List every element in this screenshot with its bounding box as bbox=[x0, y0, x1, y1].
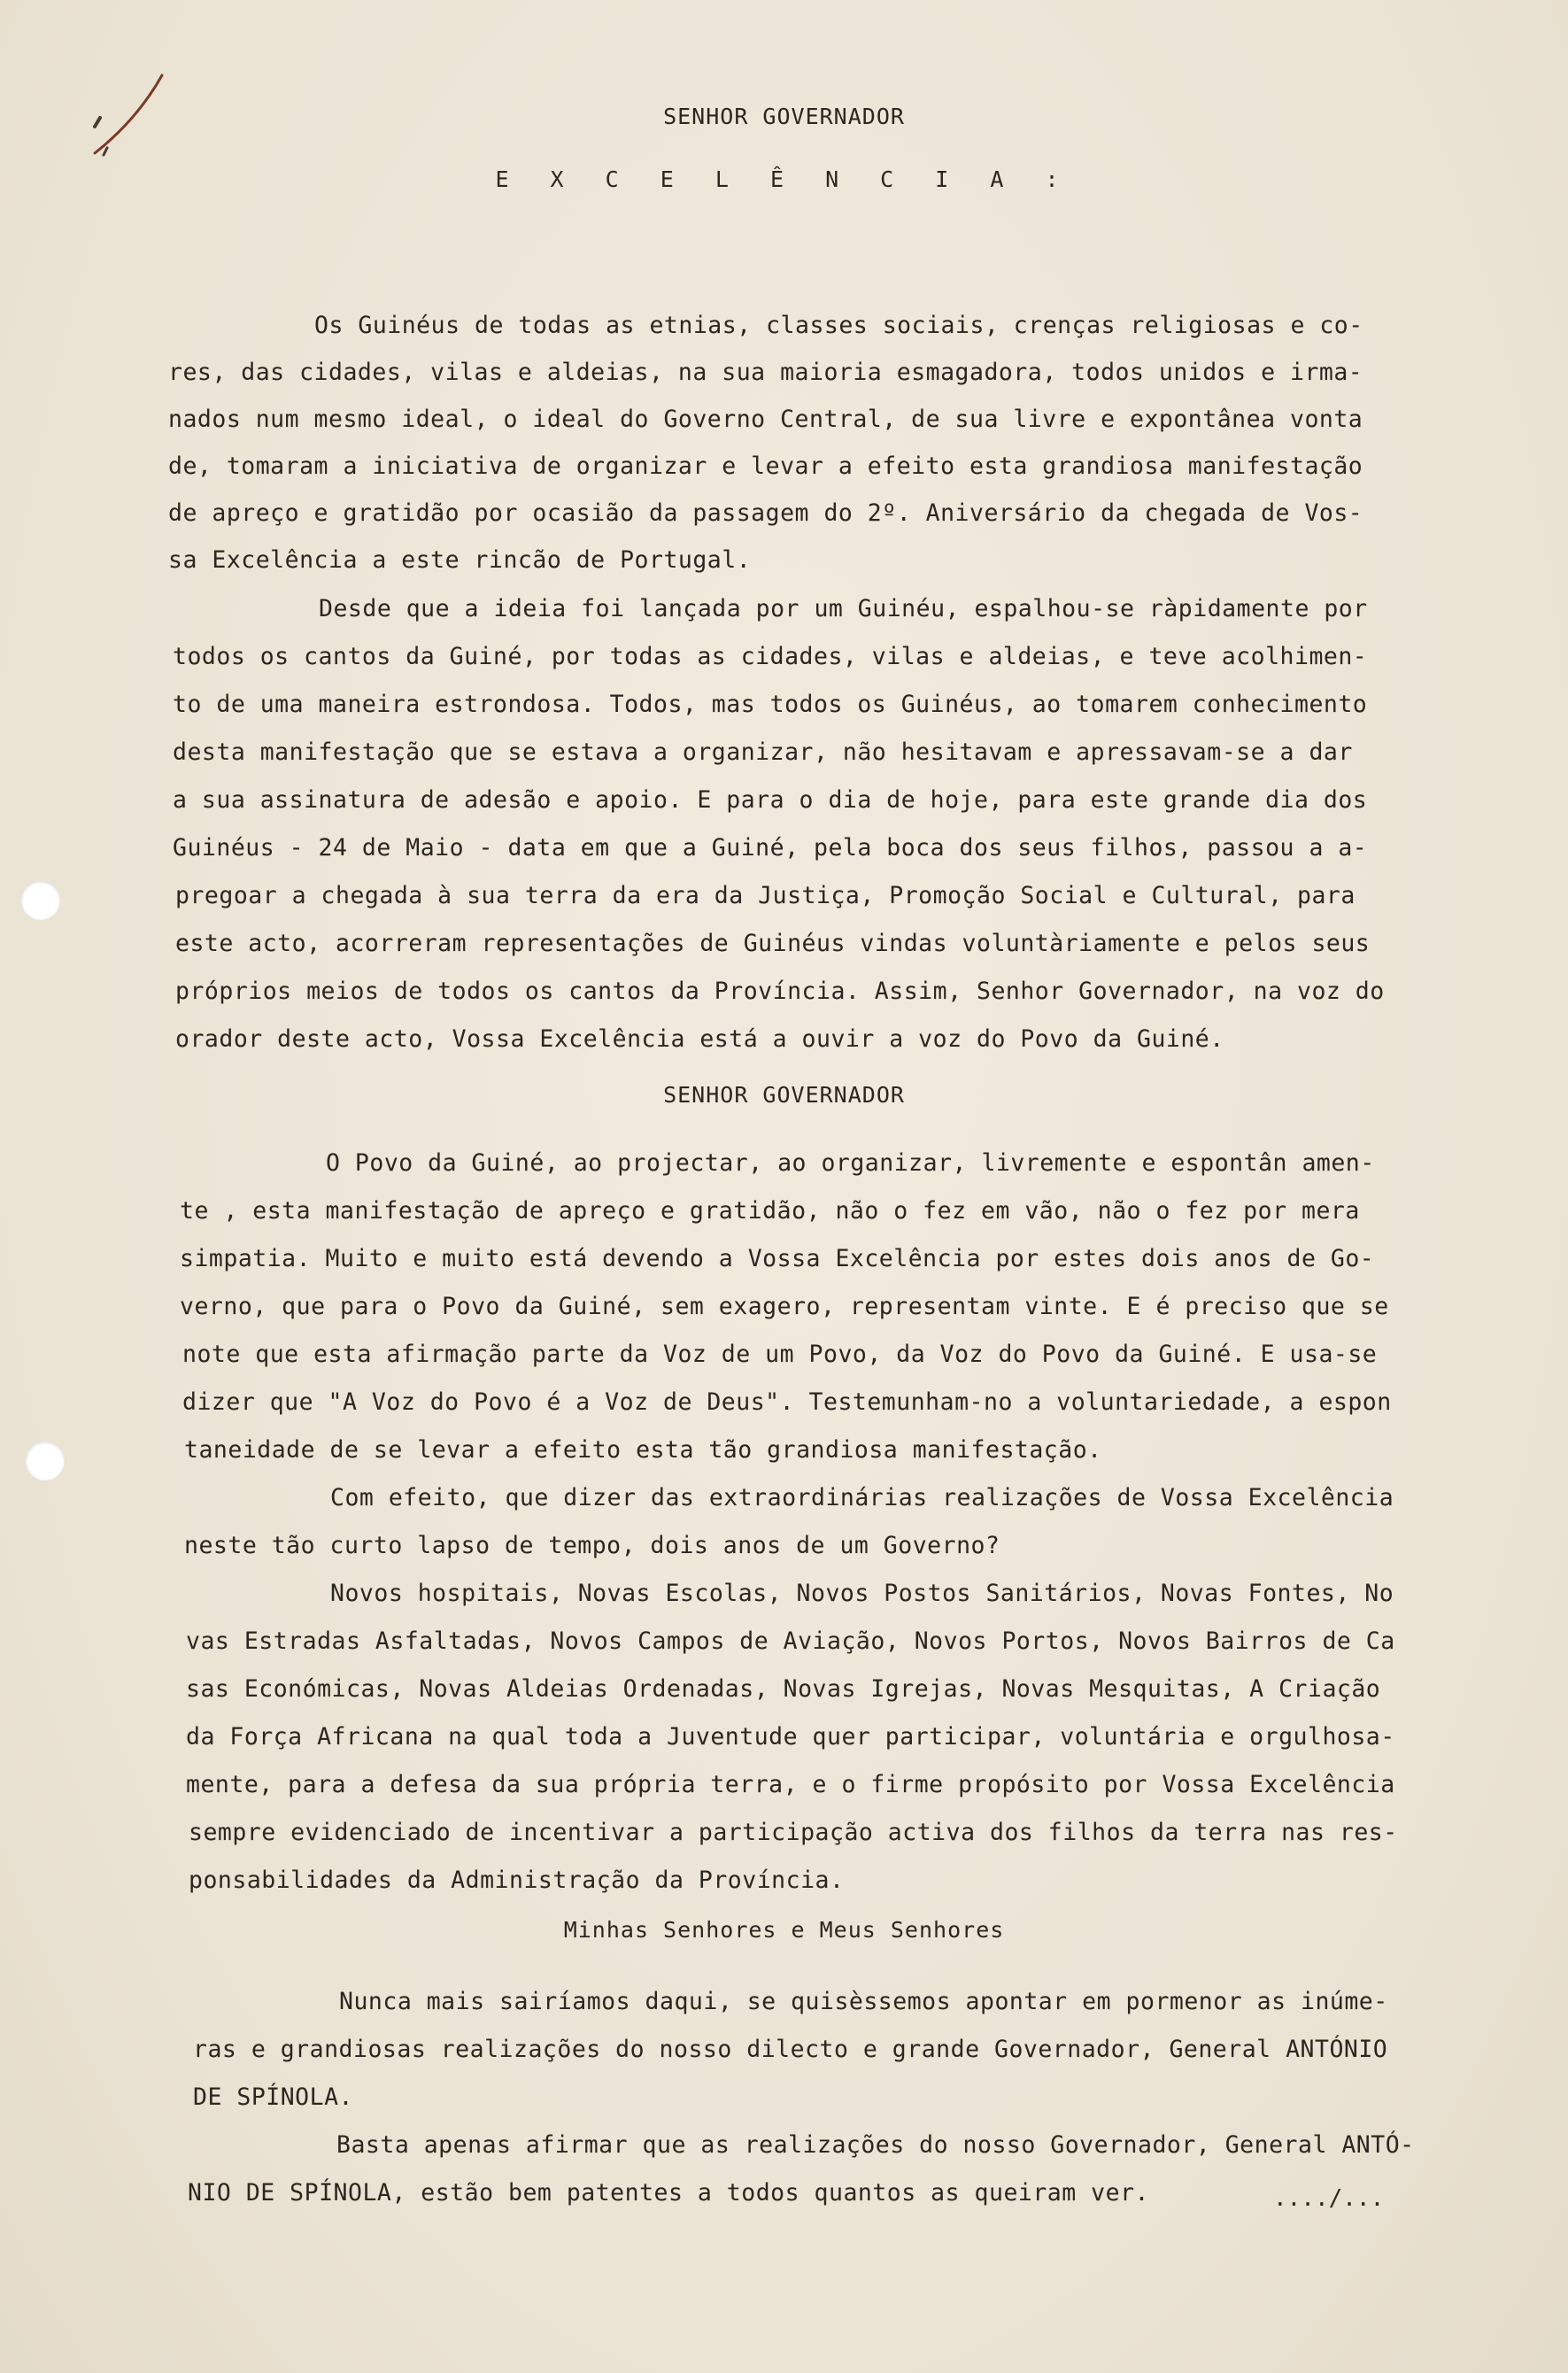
text-line: Guinéus - 24 de Maio - data em que a Guiné, pela boca dos seus filhos, passou a a- bbox=[173, 834, 1368, 862]
text-line: neste tão curto lapso de tempo, dois anos de um Governo? bbox=[184, 1532, 1000, 1559]
text-line: Desde que a ideia foi lançada por um Guinéu, espalhou-se ràpidamente por bbox=[319, 595, 1368, 622]
text-line: DE SPÍNOLA. bbox=[193, 2083, 353, 2111]
text-line: Novos hospitais, Novas Escolas, Novos Postos Sanitários, Novas Fontes, No bbox=[330, 1580, 1394, 1607]
punch-hole-top bbox=[21, 881, 60, 920]
text-line: desta manifestação que se estava a organizar, não hesitavam e apressavam-se a dar bbox=[173, 738, 1353, 766]
text-line: Os Guinéus de todas as etnias, classes sociais, crenças religiosas e co- bbox=[314, 312, 1363, 339]
text-line: res, das cidades, vilas e aldeias, na sua maioria esmagadora, todos unidos e irma- bbox=[168, 359, 1363, 386]
text-line: sa Excelência a este rincão de Portugal. bbox=[168, 546, 752, 574]
section-heading: SENHOR GOVERNADOR bbox=[663, 1082, 905, 1108]
text-line: sempre evidenciado de incentivar a participação activa dos filhos da terra nas res- bbox=[189, 1819, 1398, 1846]
text-line: vas Estradas Asfaltadas, Novos Campos de Aviação, Novos Portos, Novos Bairros de Ca bbox=[186, 1627, 1395, 1655]
text-line: este acto, acorreram representações de Guinéus vindas voluntàriamente e pelos seus bbox=[175, 930, 1371, 957]
text-line: simpatia. Muito e muito está devendo a Vossa Excelência por estes dois anos de Go- bbox=[180, 1245, 1375, 1272]
document-title: SENHOR GOVERNADOR bbox=[663, 104, 905, 129]
text-line: NIO DE SPÍNOLA, estão bem patentes a todos quantos as queiram ver. bbox=[188, 2179, 1149, 2207]
text-line: mente, para a defesa da sua própria terra, e o firme propósito por Vossa Excelência bbox=[186, 1771, 1395, 1798]
text-line: te , esta manifestação de apreço e gratidão, não o fez em vão, não o fez por mera bbox=[180, 1197, 1360, 1225]
page-continuation: ..../... bbox=[1273, 2185, 1385, 2212]
text-line: sas Económicas, Novas Aldeias Ordenadas, Novas Igrejas, Novas Mesquitas, A Criação bbox=[186, 1675, 1381, 1703]
text-line: verno, que para o Povo da Guiné, sem exagero, representam vinte. E é preciso que se bbox=[180, 1293, 1389, 1320]
text-line: todos os cantos da Guiné, por todas as cidades, vilas e aldeias, e teve acolhimen- bbox=[173, 643, 1368, 670]
text-line: O Povo da Guiné, ao projectar, ao organizar, livremente e espontân amen- bbox=[326, 1149, 1375, 1177]
text-line: Basta apenas afirmar que as realizações do nosso Governador, General ANTÓ- bbox=[336, 2131, 1415, 2159]
text-line: de, tomaram a iniciativa de organizar e levar a efeito esta grandiosa manifestação bbox=[168, 452, 1363, 480]
text-line: próprios meios de todos os cantos da Província. Assim, Senhor Governador, na voz do bbox=[175, 978, 1385, 1005]
text-line: taneidade de se levar a efeito esta tão grandiosa manifestação. bbox=[184, 1436, 1102, 1464]
text-line: dizer que "A Voz do Povo é a Voz de Deus". Testemunham-no a voluntariedade, a espon bbox=[182, 1388, 1392, 1416]
text-line: Com efeito, que dizer das extraordinárias realizações de Vossa Excelência bbox=[330, 1484, 1394, 1511]
text-line: da Força Africana na qual toda a Juventude quer participar, voluntária e orgulhosa- bbox=[186, 1723, 1395, 1751]
text-line: ras e grandiosas realizações do nosso dilecto e grande Governador, General ANTÓNIO bbox=[193, 2036, 1388, 2063]
text-line: nados num mesmo ideal, o ideal do Governo Central, de sua livre e expontânea vonta bbox=[168, 406, 1363, 433]
text-line: pregoar a chegada à sua terra da era da Justiça, Promoção Social e Cultural, para bbox=[175, 882, 1356, 909]
text-line: Nunca mais sairíamos daqui, se quisèssemos apontar em pormenor as inúme- bbox=[339, 1988, 1388, 2015]
section-heading: Minhas Senhores e Meus Senhores bbox=[563, 1917, 1005, 1943]
text-line: note que esta afirmação parte da Voz de um Povo, da Voz do Povo da Guiné. E usa-se bbox=[182, 1341, 1378, 1368]
salutation: E X C E L Ê N C I A : bbox=[495, 166, 1073, 192]
text-line: ponsabilidades da Administração da Província. bbox=[189, 1867, 845, 1894]
text-line: orador deste acto, Vossa Excelência está a ouvir a voz do Povo da Guiné. bbox=[175, 1025, 1224, 1053]
text-line: to de uma maneira estrondosa. Todos, mas todos os Guinéus, ao tomarem conhecimento bbox=[173, 691, 1368, 718]
text-line: a sua assinatura de adesão e apoio. E para o dia de hoje, para este grande dia dos bbox=[173, 786, 1368, 814]
punch-hole-bottom bbox=[26, 1442, 65, 1480]
text-line: de apreço e gratidão por ocasião da passagem do 2º. Aniversário da chegada de Vos- bbox=[168, 499, 1363, 527]
